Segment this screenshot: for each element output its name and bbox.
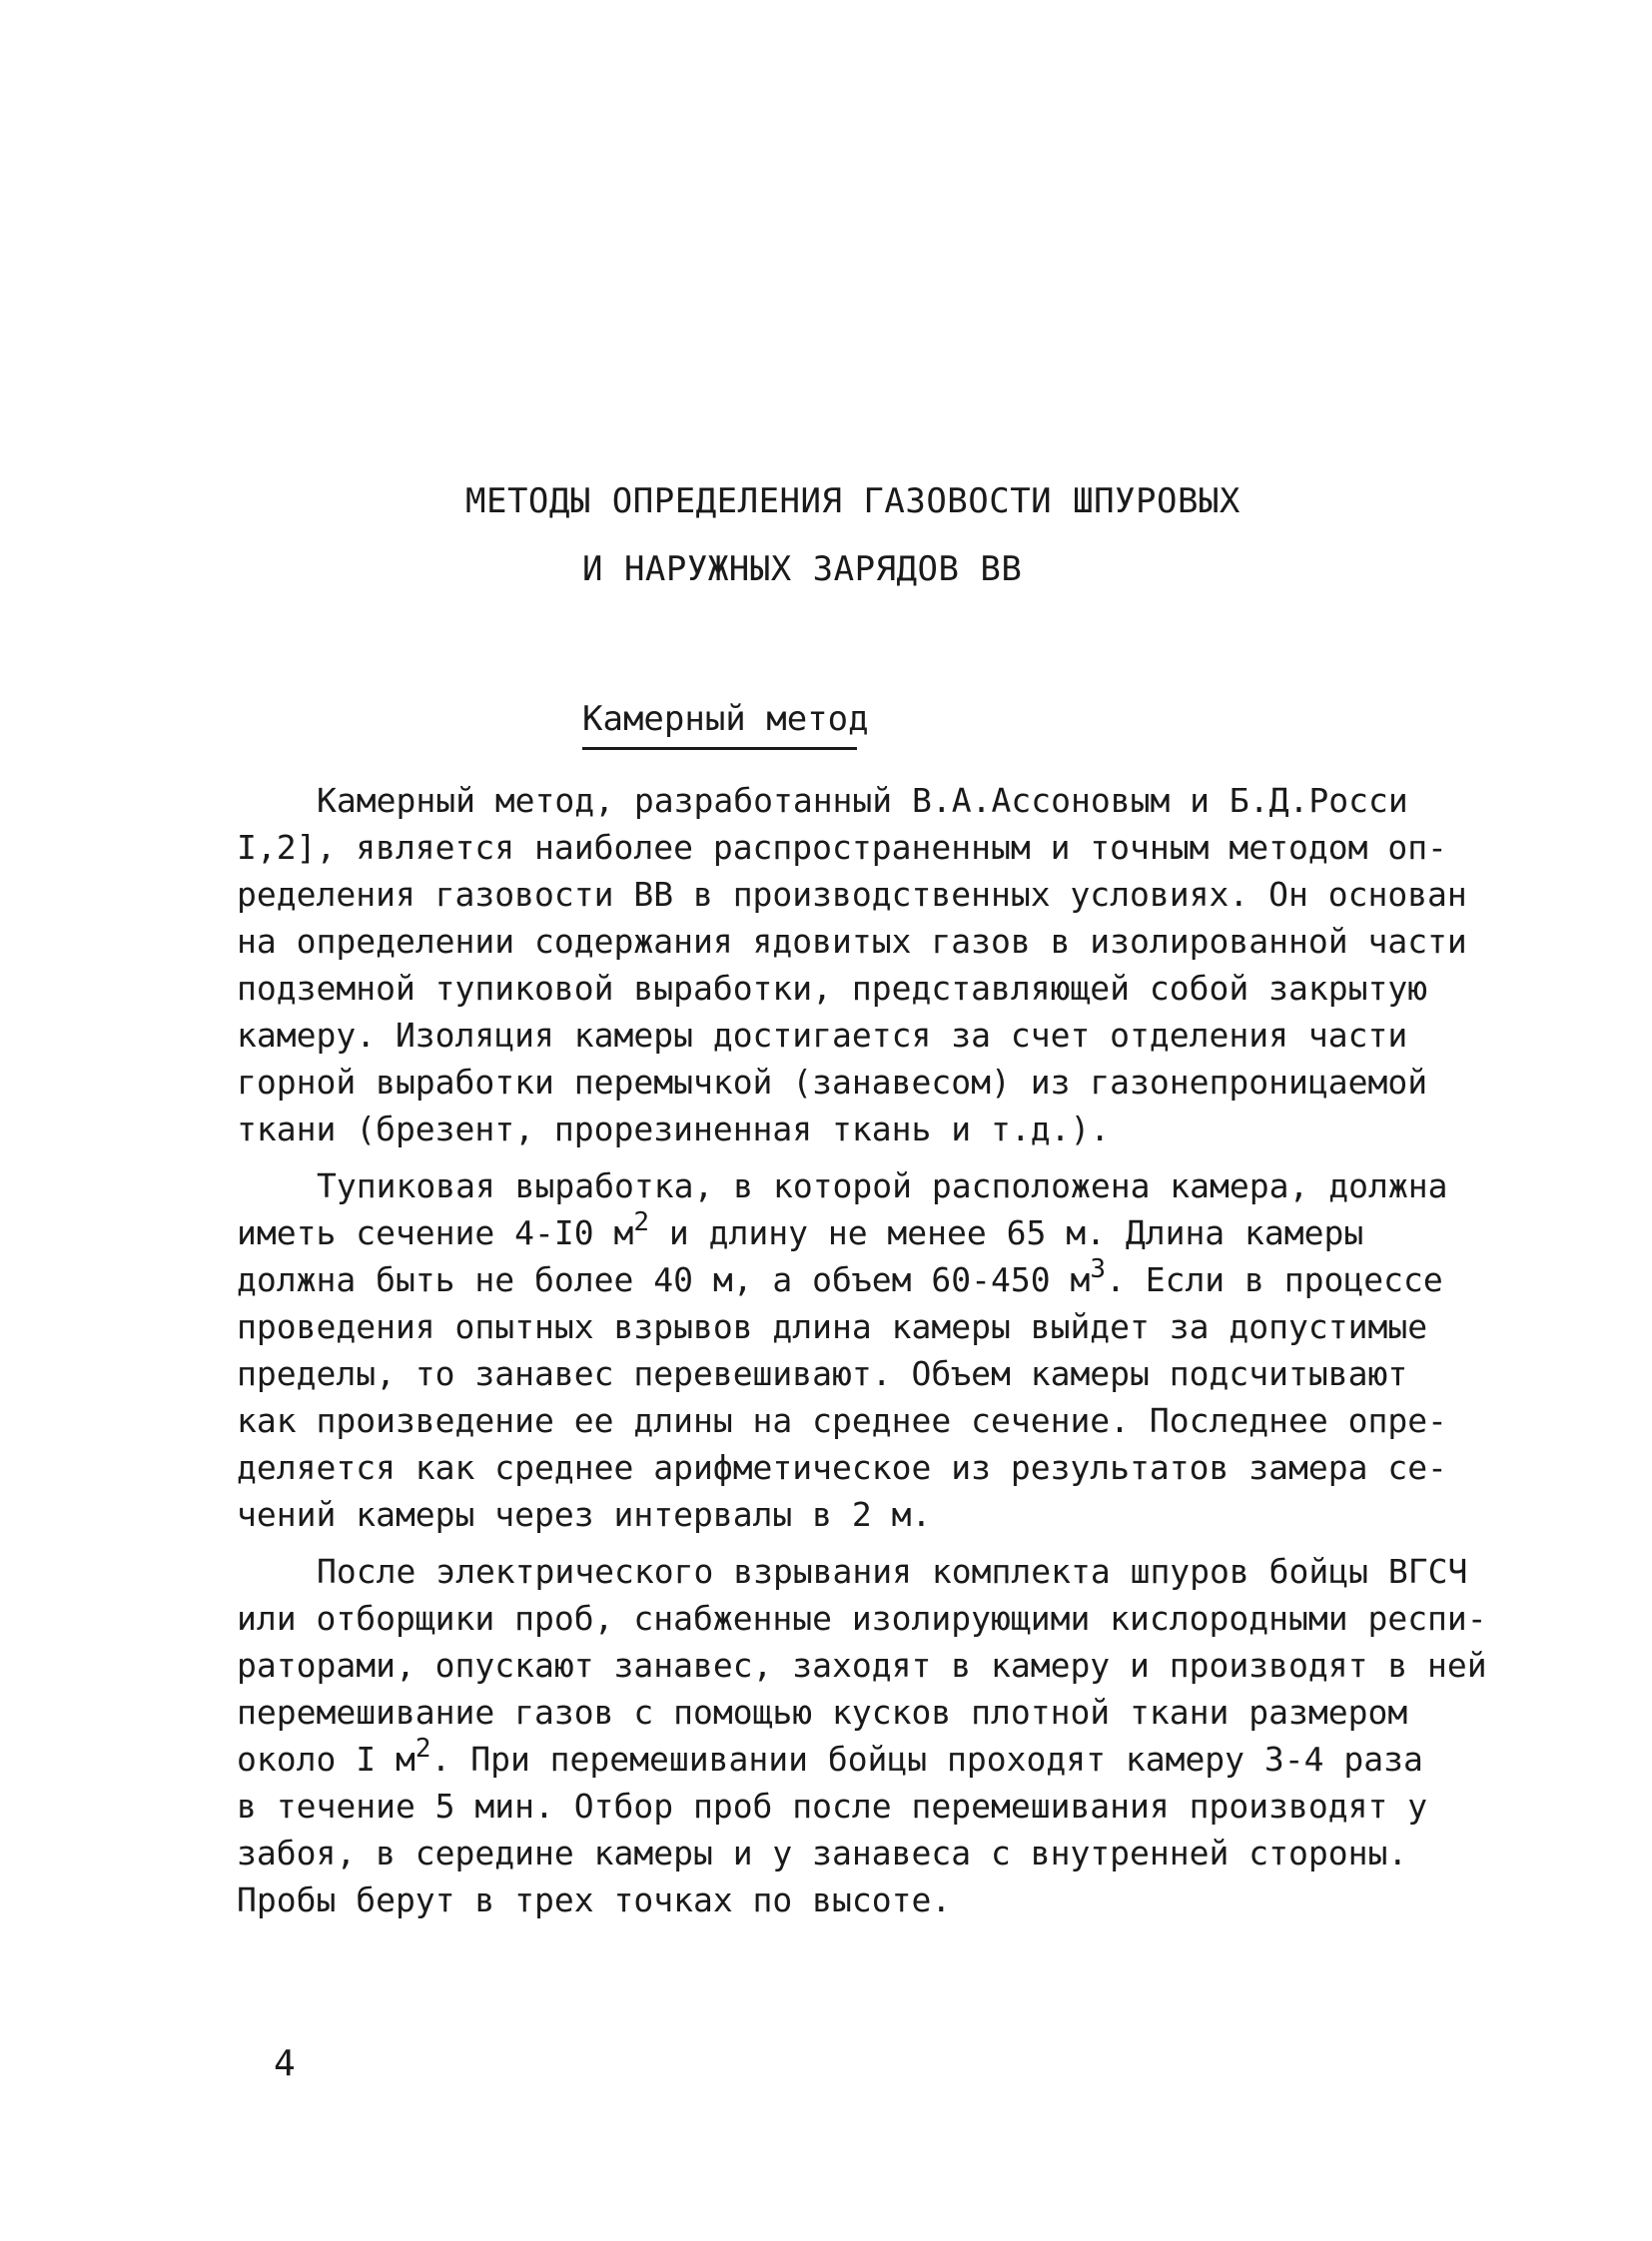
paragraph-1-line: Камерный метод, разработанный В.А.Ассоновым и Б.Д.Росси	[317, 781, 1408, 820]
paragraph-2-line: Тупиковая выработка, в которой расположена камера, должна	[317, 1166, 1448, 1205]
paragraph-3-line: или отборщики проб, снабженные изолирующими кислородными респи-	[237, 1599, 1487, 1638]
paragraph-1-line: камеру. Изоляция камеры достигается за счет отделения части	[237, 1016, 1408, 1055]
paragraph-3-line: Пробы берут в трех точках по высоте.	[237, 1880, 952, 1919]
paragraph-1-line: І,2], является наиболее распространенным и точным методом оп-	[237, 828, 1447, 867]
paragraph-3-line: раторами, опускают занавес, заходят в камеру и производят в ней	[237, 1646, 1487, 1685]
paragraph-2-line: иметь сечение 4-І0 $м^2$ и длину не менее 65 м. Длина камеры	[237, 1207, 1364, 1252]
paragraph-3-line: около І $м^2$. При перемешивании бойцы проходят камеру 3-4 раза	[237, 1734, 1423, 1779]
page-number: 4	[274, 2043, 296, 2084]
section-title: Камерный метод	[582, 699, 869, 739]
paragraph-3-line: забоя, в середине камеры и у занавеса с внутренней стороны.	[237, 1834, 1408, 1872]
paragraph-1-line: подземной тупиковой выработки, представляющей собой закрытую	[237, 969, 1428, 1008]
paragraph-2-line: деляется как среднее арифметическое из результатов замера се-	[237, 1448, 1447, 1487]
superscript: 2	[633, 1207, 650, 1237]
section-title-underline	[582, 747, 857, 750]
paragraph-3-line: После электрического взрывания комплекта шпуров бойцы ВГСЧ	[317, 1552, 1468, 1591]
paragraph-1-line: на определении содержания ядовитых газов в изолированной части	[237, 922, 1467, 961]
paragraph-1-line: горной выработки перемычкой (занавесом) из газонепроницаемой	[237, 1063, 1428, 1102]
paragraph-1-line: ткани (брезент, прорезиненная ткань и т.д.).	[237, 1110, 1111, 1148]
superscript: 2	[414, 1734, 431, 1764]
paragraph-2-line: чений камеры через интервалы в 2 м.	[237, 1495, 932, 1534]
document-title-line-1: МЕТОДЫ ОПРЕДЕЛЕНИЯ ГАЗОВОСТИ ШПУРОВЫХ	[465, 481, 1240, 521]
superscript: 3	[1090, 1254, 1106, 1284]
paragraph-3-line: в течение 5 мин. Отбор проб после перемешивания производят у	[237, 1787, 1428, 1826]
paragraph-3-line: перемешивание газов с помощью кусков плотной ткани размером	[237, 1693, 1408, 1732]
paragraph-2-line: должна быть не более 40 м, а объем 60-450 $м^3$. Если в процессе	[237, 1254, 1443, 1299]
paragraph-2-line: проведения опытных взрывов длина камеры выйдет за допустимые	[237, 1307, 1428, 1346]
paragraph-2-line: как произведение ее длины на среднее сечение. Последнее опре-	[237, 1401, 1447, 1440]
paragraph-1-line: ределения газовости ВВ в производственных условиях. Он основан	[237, 875, 1467, 914]
document-title-line-2: И НАРУЖНЫХ ЗАРЯДОВ ВВ	[582, 549, 1023, 589]
paragraph-2-line: пределы, то занавес перевешивают. Объем камеры подсчитывают	[237, 1354, 1408, 1393]
